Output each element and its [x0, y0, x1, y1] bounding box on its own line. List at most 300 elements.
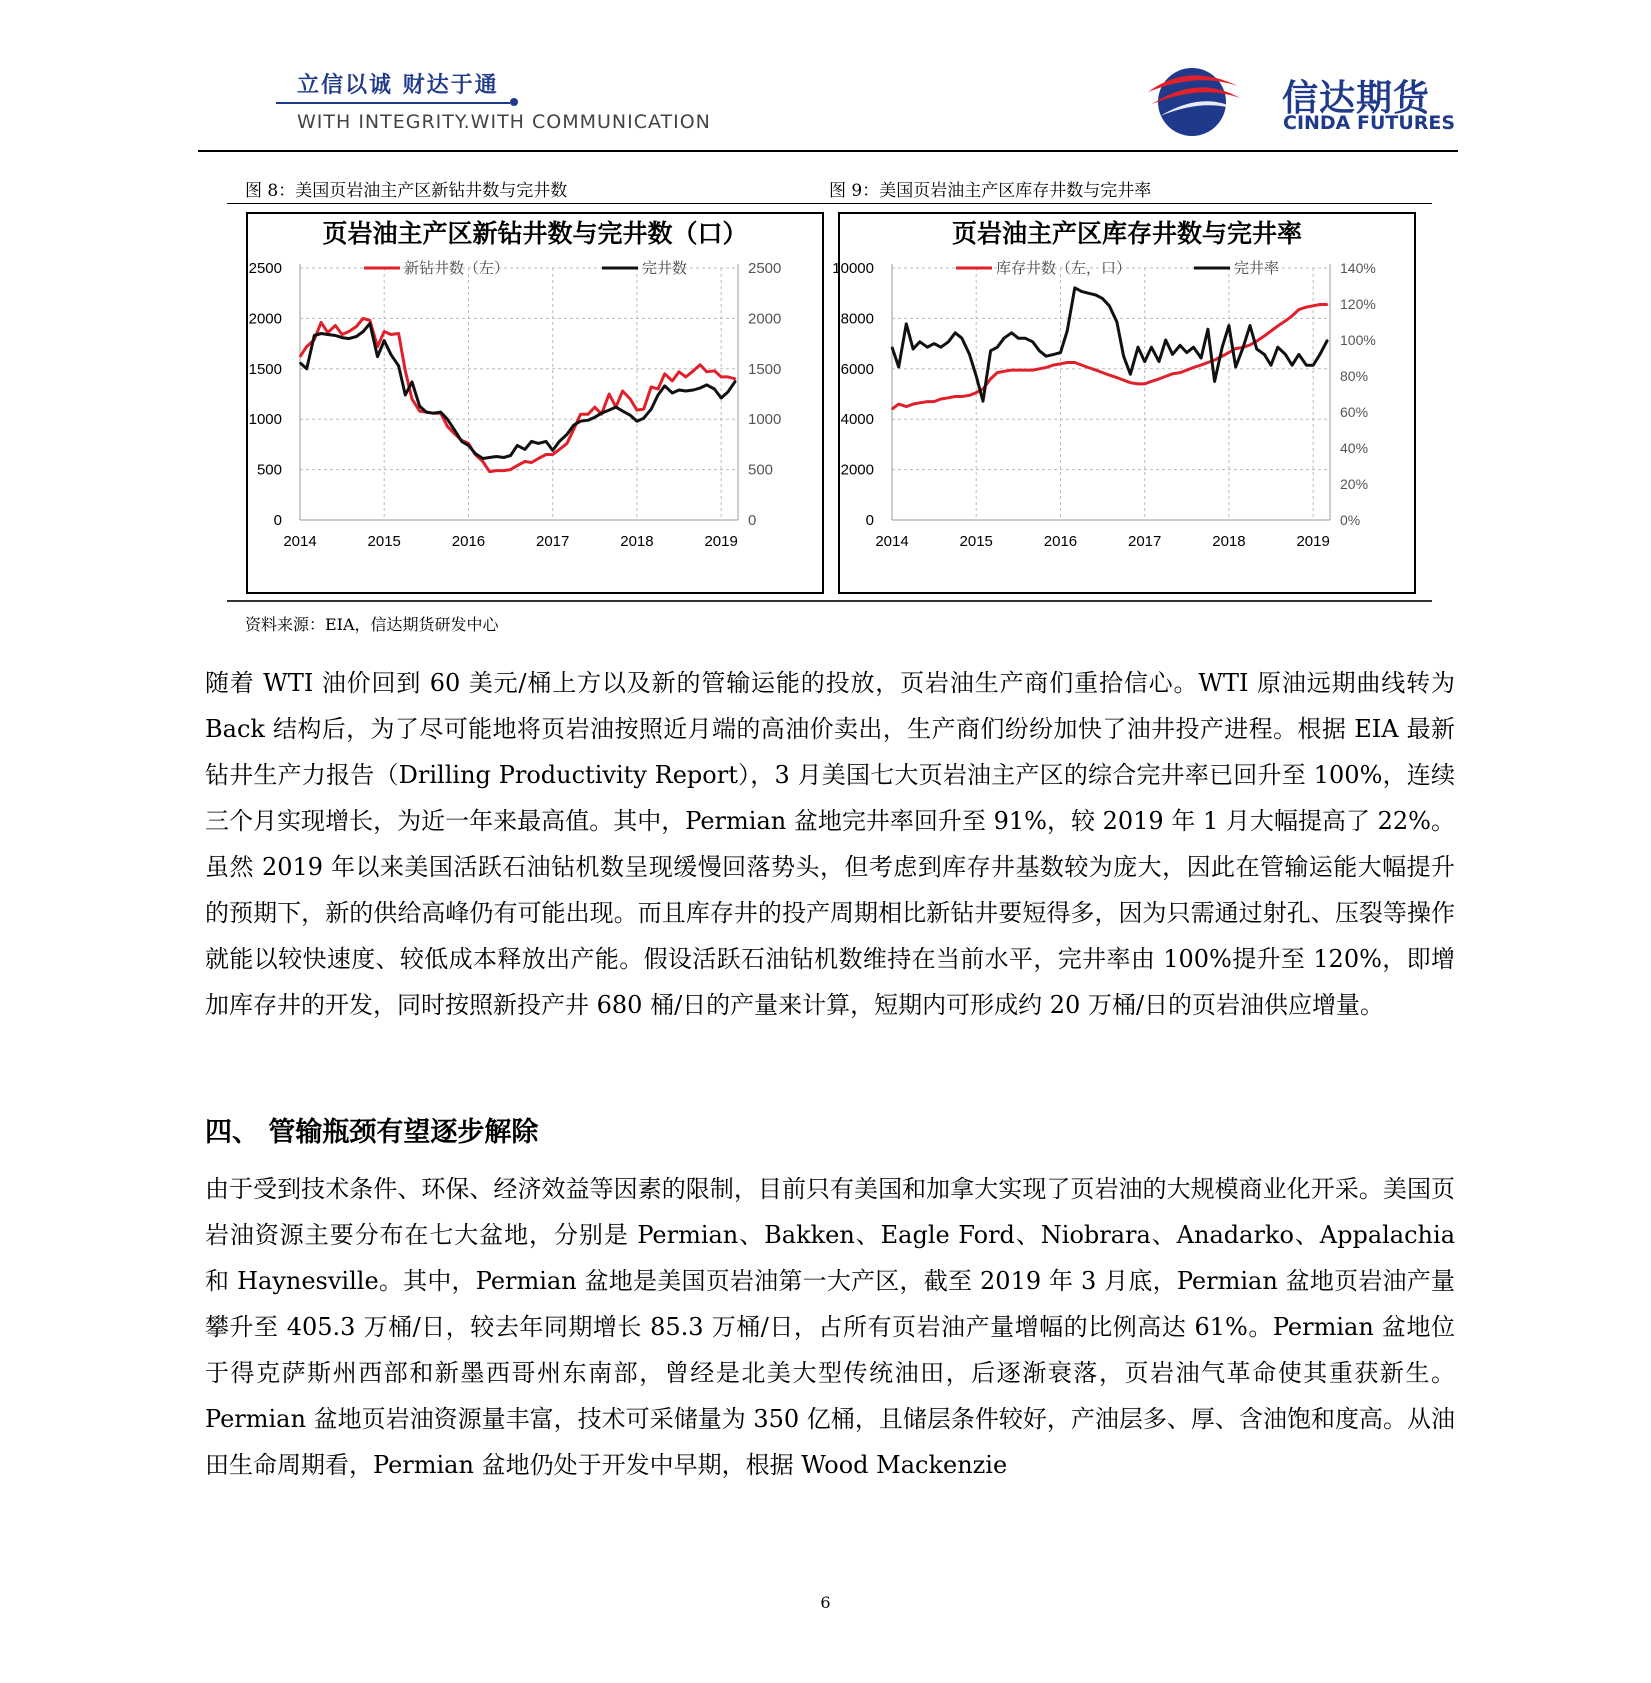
- data-point: [1270, 364, 1272, 366]
- data-point: [1003, 371, 1005, 373]
- legend-label: 完井数: [642, 260, 688, 277]
- data-point: [1018, 369, 1020, 371]
- data-point: [940, 346, 942, 348]
- data-point: [1207, 362, 1209, 364]
- data-point: [538, 443, 540, 445]
- y-left-tick-label: 6000: [840, 360, 874, 378]
- data-point: [1123, 379, 1125, 381]
- legend-label: 库存井数（左，口）: [996, 260, 1132, 277]
- data-point: [699, 364, 701, 366]
- data-point: [474, 453, 476, 455]
- data-point: [377, 346, 379, 348]
- data-point: [975, 375, 977, 377]
- data-point: [1074, 287, 1076, 289]
- data-source-note: 资料来源：EIA，信达期货研发中心: [245, 615, 499, 634]
- figure-9-caption: 图 9：美国页岩油主产区库存井数与完井率: [829, 181, 1152, 201]
- data-point: [1235, 366, 1237, 368]
- data-point: [1165, 376, 1167, 378]
- data-point: [398, 333, 400, 335]
- data-point: [1306, 364, 1308, 366]
- figure-bottom-divider: [227, 600, 1432, 602]
- data-point: [699, 387, 701, 389]
- x-tick-label: 2017: [536, 533, 570, 550]
- y-right-tick-label: 40%: [1340, 440, 1369, 456]
- data-point: [1060, 352, 1062, 354]
- data-point: [1264, 335, 1266, 337]
- data-point: [1285, 354, 1287, 356]
- y-right-tick-label: 140%: [1340, 260, 1376, 276]
- data-point: [1235, 348, 1237, 350]
- data-point: [517, 465, 519, 467]
- data-point: [1045, 355, 1047, 357]
- data-point: [1179, 345, 1181, 347]
- data-point: [657, 394, 659, 396]
- data-point: [1045, 367, 1047, 369]
- data-point: [1249, 325, 1251, 327]
- data-point: [622, 410, 624, 412]
- y-right-tick-label: 120%: [1340, 296, 1376, 312]
- data-point: [1319, 354, 1321, 356]
- y-left-tick-label: 4000: [840, 411, 874, 429]
- data-point: [1186, 369, 1188, 371]
- chart-title: 页岩油主产区库存井数与完井率: [951, 220, 1303, 248]
- x-tick-label: 2015: [367, 533, 401, 550]
- data-point: [891, 408, 893, 410]
- x-tick-label: 2016: [451, 533, 486, 550]
- y-right-tick-label: 0%: [1340, 512, 1361, 528]
- data-point: [1186, 352, 1188, 354]
- data-point: [1109, 374, 1111, 376]
- x-tick-label: 2016: [1043, 533, 1078, 550]
- data-point: [1095, 369, 1097, 371]
- paragraph-1: 随着 WTI 油价回到 60 美元/桶上方以及新的管输运能的投放，页岩油生产商们重拾信心。WTI 原油远期曲线转为 Back 结构后，为了尽可能地将页岩油按照近月端的高油价卖出，生产商们纷纷加快了油井投产进程。根据 EIA 最新钻井生产力报告（Drilling Productivity Report），3 月美国七大页岩油主产区的综合完井率已回升至 100%，连续三个月实现增长，为近一年来最高值。其中，Permian 盆地完井率回升至 91%，较 2019 年 1 月大幅提高了 22%。虽然 2019 年以来美国活跃石油钻机数呈现缓慢回落势头，但考虑到库存井基数较为庞大，因此在管输运能大幅提升的预期下，新的供给高峰仍有可能出现。而且库存井的投产周期相比新钻井要短得多，因为只需通过射孔、压裂等操作就能以较快速度、较低成本释放出产能。假设活跃石油钻机数维持在当前水平，完井率由 100%提升至 120%，即增加库存井的开发，同时按照新投产井 680 桶/日的产量来计算，短期内可形成约 20 万桶/日的页岩油供应增量。: [205, 669, 1455, 1019]
- data-point: [1242, 346, 1244, 348]
- data-point: [693, 389, 695, 391]
- data-point: [906, 406, 908, 408]
- data-point: [341, 337, 343, 339]
- data-point: [1298, 309, 1300, 311]
- data-point: [672, 380, 674, 382]
- data-point: [919, 341, 921, 343]
- page-number: 6: [820, 1593, 831, 1612]
- data-point: [1130, 373, 1132, 375]
- chart-8-svg: [248, 214, 822, 592]
- data-point: [299, 356, 301, 358]
- series-line-red: [300, 318, 736, 471]
- data-point: [643, 417, 645, 419]
- data-point: [1193, 346, 1195, 348]
- data-point: [1249, 344, 1251, 346]
- data-point: [503, 470, 505, 472]
- figure-8-caption: 图 8：美国页岩油主产区新钻井数与完井数: [245, 181, 568, 201]
- data-point: [1312, 364, 1314, 366]
- data-point: [545, 454, 547, 456]
- data-point: [1291, 364, 1293, 366]
- data-point: [369, 323, 371, 325]
- data-point: [714, 388, 716, 390]
- logo-chinese-name: 信达期货: [1282, 78, 1431, 119]
- logo-english-name: CINDA FUTURES: [1283, 112, 1456, 134]
- data-point: [650, 408, 652, 410]
- data-point: [1123, 355, 1125, 357]
- data-point: [1256, 340, 1258, 342]
- y-right-tick-label: 1000: [748, 411, 782, 429]
- data-point: [906, 323, 908, 325]
- data-point: [1024, 369, 1026, 371]
- data-point: [1032, 369, 1034, 371]
- series-line-red: [892, 305, 1328, 410]
- data-point: [672, 392, 674, 394]
- data-point: [608, 393, 610, 395]
- legend-label: 完井率: [1234, 260, 1280, 277]
- data-point: [1291, 315, 1293, 317]
- data-point: [664, 373, 666, 375]
- data-point: [898, 403, 900, 405]
- data-point: [1018, 337, 1020, 339]
- data-point: [552, 454, 554, 456]
- y-right-tick-label: 100%: [1340, 332, 1376, 348]
- data-point: [678, 389, 680, 391]
- data-point: [453, 428, 455, 430]
- header-divider: [198, 150, 1458, 152]
- data-point: [327, 334, 329, 336]
- data-point: [678, 371, 680, 373]
- data-point: [1214, 381, 1216, 383]
- data-point: [489, 471, 491, 473]
- data-point: [608, 409, 610, 411]
- data-point: [940, 398, 942, 400]
- data-point: [335, 335, 337, 337]
- data-point: [927, 401, 929, 403]
- data-point: [1312, 305, 1314, 307]
- data-point: [426, 411, 428, 413]
- data-point: [447, 425, 449, 427]
- data-point: [1024, 337, 1026, 339]
- x-tick-label: 2015: [959, 533, 993, 550]
- data-point: [545, 441, 547, 443]
- data-point: [636, 409, 638, 411]
- data-point: [341, 334, 343, 336]
- data-point: [615, 406, 617, 408]
- data-point: [1221, 346, 1223, 348]
- data-point: [954, 396, 956, 398]
- data-point: [1130, 382, 1132, 384]
- data-point: [990, 350, 992, 352]
- x-tick-label: 2018: [1212, 533, 1246, 550]
- data-point: [306, 346, 308, 348]
- data-point: [1200, 357, 1202, 359]
- data-point: [348, 331, 350, 333]
- chart-title: 页岩油主产区新钻井数与完井数（口）: [322, 220, 748, 248]
- data-point: [320, 322, 322, 324]
- data-point: [1172, 373, 1174, 375]
- data-point: [587, 413, 589, 415]
- data-point: [314, 335, 316, 337]
- y-left-tick-label: 0: [865, 512, 874, 529]
- data-point: [1137, 346, 1139, 348]
- data-point: [1066, 330, 1068, 332]
- paragraph-2: 由于受到技术条件、环保、经济效益等因素的限制，目前只有美国和加拿大实现了页岩油的大规模商业化开采。美国页岩油资源主要分布在七大盆地，分别是 Permian、Bakken、Eagle Ford、Niobrara、Anadarko、Appalachia 和 Haynesville。其中，Permian 盆地是美国页岩油第一大产区，截至 2019 年 3 月底，Permian 盆地页岩油产量攀升至 405.3 万桶/日，较去年同期增长 85.3 万桶/日，占所有页岩油产量增幅的比例高达 61%。Permian 盆地位于得克萨斯州西部和新墨西哥州东南部，曾经是北美大型传统油田，后逐渐衰落，页岩油气革命使其重获新生。Permian 盆地页岩油资源量丰富，技术可采储量为 350 亿桶，且储层条件较好，产油层多、厚、含油饱和度高。从油田生命周期看，Permian 盆地仍处于开发中早期，根据 Wood Mackenzie: [205, 1175, 1455, 1479]
- data-point: [524, 461, 526, 463]
- data-point: [898, 366, 900, 368]
- data-point: [404, 394, 406, 396]
- data-point: [1298, 354, 1300, 356]
- y-left-tick-label: 1500: [248, 360, 282, 378]
- data-point: [969, 394, 971, 396]
- data-point: [643, 408, 645, 410]
- data-point: [961, 396, 963, 398]
- data-point: [1228, 325, 1230, 327]
- data-point: [735, 380, 737, 382]
- data-point: [468, 445, 470, 447]
- series-line-black: [300, 323, 736, 458]
- data-point: [411, 381, 413, 383]
- caption-divider: [227, 203, 1432, 204]
- data-point: [1066, 362, 1068, 364]
- data-point: [1003, 337, 1005, 339]
- data-point: [1179, 372, 1181, 374]
- data-point: [714, 370, 716, 372]
- y-left-tick-label: 2000: [840, 461, 874, 479]
- x-tick-label: 2017: [1128, 533, 1162, 550]
- data-point: [369, 320, 371, 322]
- data-point: [299, 362, 301, 364]
- data-point: [706, 384, 708, 386]
- data-point: [1158, 361, 1160, 363]
- data-point: [559, 449, 561, 451]
- data-point: [912, 403, 914, 405]
- y-right-tick-label: 20%: [1340, 476, 1369, 492]
- data-point: [720, 397, 722, 399]
- y-right-tick-label: 80%: [1340, 368, 1369, 384]
- data-point: [1109, 305, 1111, 307]
- data-point: [1116, 377, 1118, 379]
- data-point: [1039, 350, 1041, 352]
- data-point: [1193, 367, 1195, 369]
- data-point: [1087, 292, 1089, 294]
- data-point: [933, 401, 935, 403]
- data-point: [495, 456, 497, 458]
- data-point: [594, 406, 596, 408]
- series-line-black: [892, 288, 1328, 401]
- slogan-dot: [510, 98, 518, 106]
- data-point: [404, 370, 406, 372]
- data-point: [580, 420, 582, 422]
- data-point: [1158, 378, 1160, 380]
- data-point: [1102, 372, 1104, 374]
- data-point: [390, 354, 392, 356]
- data-point: [1228, 352, 1230, 354]
- data-point: [524, 449, 526, 451]
- data-point: [990, 378, 992, 380]
- data-point: [1165, 339, 1167, 341]
- data-point: [440, 411, 442, 413]
- y-right-tick-label: 2000: [748, 310, 782, 328]
- data-point: [383, 340, 385, 342]
- data-point: [685, 376, 687, 378]
- data-point: [482, 458, 484, 460]
- data-point: [685, 390, 687, 392]
- data-point: [559, 441, 561, 443]
- data-point: [1306, 306, 1308, 308]
- data-point: [1270, 330, 1272, 332]
- data-point: [419, 410, 421, 412]
- data-point: [969, 354, 971, 356]
- data-point: [735, 378, 737, 380]
- data-point: [1087, 367, 1089, 369]
- data-point: [362, 318, 364, 320]
- y-left-tick-label: 500: [256, 461, 282, 479]
- data-point: [1011, 369, 1013, 371]
- data-point: [566, 443, 568, 445]
- data-point: [1285, 320, 1287, 322]
- data-point: [1327, 339, 1329, 341]
- data-point: [664, 385, 666, 387]
- data-point: [1264, 354, 1266, 356]
- y-left-tick-label: 10000: [832, 260, 874, 277]
- data-point: [482, 461, 484, 463]
- data-point: [587, 419, 589, 421]
- data-point: [573, 428, 575, 430]
- data-point: [447, 418, 449, 420]
- figure-9-chart: [832, 212, 1416, 594]
- data-point: [727, 376, 729, 378]
- chart-9-svg: [832, 214, 1414, 592]
- data-point: [996, 372, 998, 374]
- data-point: [657, 388, 659, 390]
- data-point: [383, 331, 385, 333]
- x-tick-label: 2019: [1296, 533, 1330, 550]
- data-point: [580, 413, 582, 415]
- data-point: [1207, 328, 1209, 330]
- y-right-tick-label: 1500: [748, 360, 782, 378]
- data-point: [693, 370, 695, 372]
- data-point: [1011, 332, 1013, 334]
- data-point: [948, 397, 950, 399]
- data-point: [495, 470, 497, 472]
- data-point: [1214, 359, 1216, 361]
- data-point: [1151, 381, 1153, 383]
- data-point: [1277, 346, 1279, 348]
- data-point: [622, 390, 624, 392]
- data-point: [1032, 341, 1034, 343]
- x-tick-label: 2018: [620, 533, 654, 550]
- x-tick-label: 2019: [704, 533, 738, 550]
- data-point: [348, 338, 350, 340]
- data-point: [933, 343, 935, 345]
- data-point: [362, 331, 364, 333]
- data-point: [706, 371, 708, 373]
- data-point: [636, 420, 638, 422]
- data-point: [720, 376, 722, 378]
- data-point: [320, 333, 322, 335]
- data-point: [961, 337, 963, 339]
- data-point: [538, 458, 540, 460]
- data-point: [1172, 354, 1174, 356]
- y-right-tick-label: 0: [748, 512, 757, 529]
- slogan-english: WITH INTEGRITY.WITH COMMUNICATION: [297, 111, 711, 133]
- data-point: [1327, 304, 1329, 306]
- data-point: [1277, 325, 1279, 327]
- data-point: [1081, 364, 1083, 366]
- data-point: [531, 441, 533, 443]
- y-left-tick-label: 2000: [248, 310, 282, 328]
- data-point: [531, 462, 533, 464]
- data-point: [1200, 364, 1202, 366]
- data-point: [629, 414, 631, 416]
- x-tick-label: 2014: [875, 533, 909, 550]
- data-point: [1053, 354, 1055, 356]
- data-point: [1151, 346, 1153, 348]
- data-point: [982, 400, 984, 402]
- y-left-tick-label: 8000: [840, 310, 874, 328]
- data-point: [1074, 362, 1076, 364]
- data-point: [1144, 383, 1146, 385]
- data-point: [1039, 368, 1041, 370]
- data-point: [1102, 298, 1104, 300]
- data-point: [954, 332, 956, 334]
- data-point: [1081, 291, 1083, 293]
- data-point: [912, 348, 914, 350]
- data-point: [335, 325, 337, 327]
- data-point: [306, 368, 308, 370]
- data-point: [650, 386, 652, 388]
- data-point: [1116, 321, 1118, 323]
- data-point: [377, 356, 379, 358]
- data-point: [948, 341, 950, 343]
- data-point: [432, 412, 434, 414]
- slogan-underline: [276, 102, 510, 104]
- legend-label: 新钻井数（左）: [404, 260, 510, 277]
- data-point: [419, 405, 421, 407]
- figure-8-chart: [246, 212, 824, 594]
- data-point: [566, 434, 568, 436]
- data-point: [1095, 294, 1097, 296]
- data-point: [927, 346, 929, 348]
- y-right-tick-label: 500: [748, 461, 774, 479]
- y-left-tick-label: 0: [273, 512, 282, 529]
- data-point: [891, 346, 893, 348]
- data-point: [601, 412, 603, 414]
- data-point: [594, 416, 596, 418]
- data-point: [398, 365, 400, 367]
- x-tick-label: 2014: [283, 533, 317, 550]
- data-point: [411, 398, 413, 400]
- data-point: [552, 450, 554, 452]
- section-4-heading: 四、 管输瓶颈有望逐步解除: [205, 1117, 539, 1148]
- data-point: [629, 398, 631, 400]
- data-point: [390, 334, 392, 336]
- slogan-chinese: 立信以诚 财达于通: [297, 73, 499, 98]
- data-point: [996, 346, 998, 348]
- data-point: [727, 391, 729, 393]
- y-left-tick-label: 1000: [248, 411, 282, 429]
- data-point: [1144, 361, 1146, 363]
- data-point: [510, 469, 512, 471]
- data-point: [1053, 364, 1055, 366]
- data-point: [919, 402, 921, 404]
- data-point: [356, 326, 358, 328]
- y-right-tick-label: 2500: [748, 260, 782, 277]
- data-point: [573, 424, 575, 426]
- data-point: [489, 457, 491, 459]
- data-point: [975, 392, 977, 394]
- data-point: [461, 441, 463, 443]
- data-point: [1060, 363, 1062, 365]
- y-left-tick-label: 2500: [248, 260, 282, 277]
- data-point: [1137, 383, 1139, 385]
- data-point: [1256, 348, 1258, 350]
